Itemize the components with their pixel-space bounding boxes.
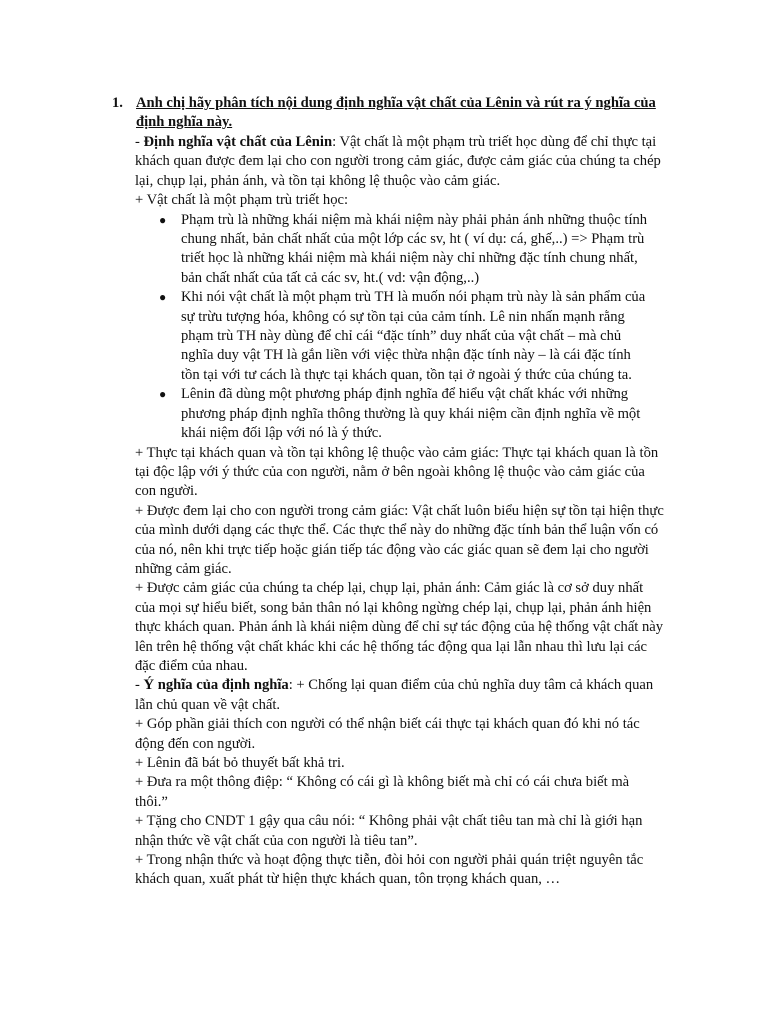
meaning-label: Ý nghĩa của định nghĩa (143, 677, 289, 694)
meaning-point: + Tặng cho CNDT 1 gậy qua câu nói: “ Không phải vật chất tiêu tan mà chỉ là giới hạn nhận thức về vật chất của con người là tiêu tan”. (135, 813, 643, 849)
meaning-paragraph (135, 676, 665, 715)
question-number: 1. (112, 95, 123, 111)
question-heading (112, 94, 672, 133)
paragraph: + Được đem lại cho con người trong cảm giác: Vật chất luôn biểu hiện sự tồn tại hiện thực của mình dưới dạng các thực thể. Các thực thể này do những đặc tính bản thể luận vốn có của nó, nên khi trực tiếp hoặc gián tiếp tác động vào các giác quan sẽ đem lại cho người những cảm giác. (135, 502, 664, 577)
bullet-item (135, 385, 651, 443)
meaning-point: + Đưa ra một thông điệp: “ Không có cái gì là không biết mà chỉ có cái chưa biết mà thôi.” (135, 774, 630, 810)
meaning-point: + Lênin đã bát bỏ thuyết bất khả tri. (135, 755, 345, 771)
bullet-icon: ● (159, 290, 167, 305)
bullet-item (135, 211, 651, 289)
bullet-text: Phạm trù là những khái niệm mà khái niệm này phải phản ánh những thuộc tính chung nhất, bản chất nhất của một lớp các sv, ht ( ví dụ: cá, ghế,..) => Phạm trù triết học là những khái niệm mà khái niệm này chỉ những đặc tính chung nhất, bản chất nhất của tất cả các sv, ht.( vd: vận động,..) (181, 211, 648, 286)
bullet-icon: ● (159, 212, 167, 227)
paragraph: + Thực tại khách quan và tồn tại không lệ thuộc vào cảm giác: Thực tại khách quan là tồn tại độc lập với ý thức của con người, nằm ở bên ngoài không lệ thuộc vào cảm giác của con người. (135, 444, 659, 500)
bullet-text: Khi nói vật chất là một phạm trù TH là muốn nói phạm trù này là sản phẩm của sự trừu tượng hóa, không có sự tồn tại của cảm tính. Lê nin nhấn mạnh rằng phạm trù TH này dùng để chỉ cái “đặc tính” duy nhất của vật chất – mà chủ nghĩa duy vật TH là gắn liền với việc thừa nhận đặc tính này – là cái đặc tính tồn tại với tư cách là thực tại khách quan, tồn tại ở ngoài ý thức của chúng ta. (181, 289, 646, 383)
meaning-point: + Góp phần giải thích con người có thể nhận biết cái thực tại khách quan đó khi nó tác động đến con người. (135, 716, 640, 752)
meaning-point: + Trong nhận thức và hoạt động thực tiễn, đòi hỏi con người phải quán triệt nguyên tắc khách quan, xuất phát từ hiện thực khách quan, tôn trọng khách quan, … (135, 852, 644, 888)
document-body (135, 133, 665, 890)
paragraph: + Được cảm giác của chúng ta chép lại, chụp lại, phản ánh: Cảm giác là cơ sở duy nhất của mọi sự hiểu biết, song bản thân nó lại không ngừng chép lại, chụp lại, phản ánh hiện thực khách quan. Phản ánh là khái niệm dùng để chỉ sự tác động của hệ thống vật chất này lên trên hệ thống vật chất khác khi các hệ thống tác động qua lại lẫn nhau thì lưu lại các đặc điểm của nhau. (135, 580, 664, 674)
definition-prefix: - (135, 134, 144, 150)
meaning-text: : + Chống lại quan điểm của chủ nghĩa duy tâm cả khách quan lẫn chủ quan về vật chất. (135, 677, 654, 713)
bullet-item (135, 288, 651, 385)
meaning-prefix: - (135, 677, 144, 694)
bullet-text: Lênin đã dùng một phương pháp định nghĩa để hiểu vật chất khác với những phương pháp định nghĩa thông thường là quy khái niệm cần định nghĩa về một khái niệm đối lập với nó là ý thức. (181, 386, 641, 442)
definition-label: Định nghĩa vật chất của Lênin (143, 134, 333, 150)
bullet-icon: ● (159, 387, 167, 402)
question-title: Anh chị hãy phân tích nội dung định nghĩa vật chất của Lênin và rút ra ý nghĩa của định nghĩa này. (136, 95, 656, 131)
definition-text: : Vật chất là một phạm trù triết học dùng để chỉ thực tại khách quan được đem lại cho con người trong cảm giác, được cảm giác của chúng ta chép lại, chụp lại, phản ánh, và tồn tại không lệ thuộc vào cảm giác. (135, 134, 661, 189)
bullet-list (135, 211, 665, 444)
definition-paragraph (135, 133, 665, 191)
category-line: + Vật chất là một phạm trù triết học: (135, 192, 349, 209)
